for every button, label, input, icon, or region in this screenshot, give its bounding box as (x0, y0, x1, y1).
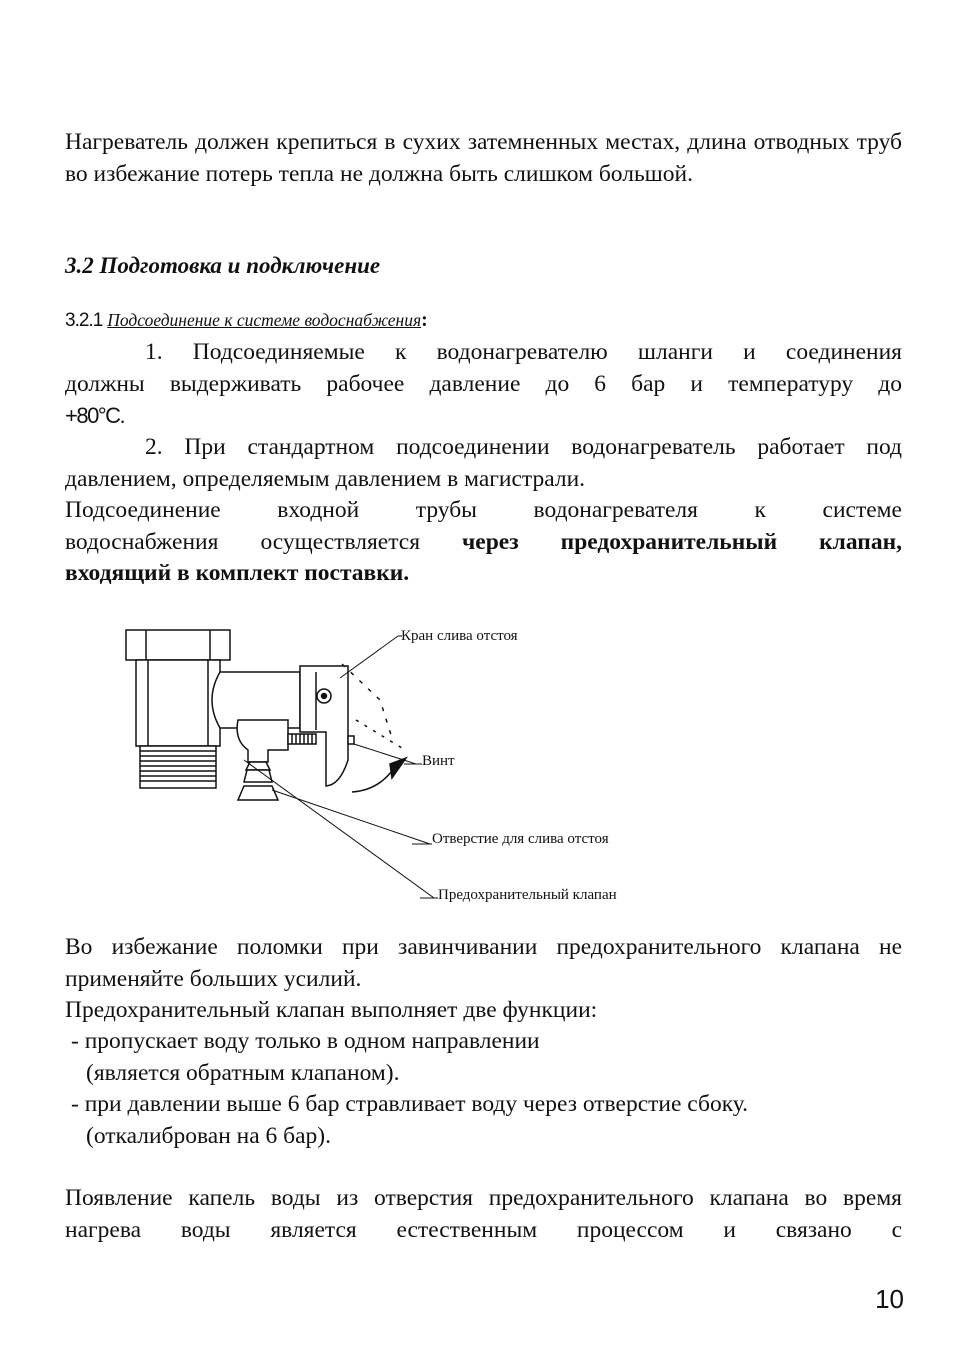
functions-list (65, 1026, 905, 1152)
paragraph-mounting: Нагреватель должен крепиться в сухих затемненных местах, длина отводных труб во избежание потерь тепла не должна быть слишком большой. (65, 129, 902, 187)
subsection-colon: : (421, 309, 428, 331)
section-heading: 3.2 Подготовка и подключение (65, 253, 381, 278)
inlet-line-2-bold: через предохранительный клапан, (462, 528, 902, 555)
subsection-number: 3.2.1 (65, 310, 103, 331)
subsection-title: Подсоединение к системе водоснабжения (107, 310, 422, 330)
page-number: 10 (875, 1284, 904, 1314)
valve-top-nut (126, 630, 230, 660)
safety-valve-figure (120, 620, 680, 915)
hoses-line-2: должны выдерживать рабочее давление до 6 бар и температуру до (65, 370, 902, 397)
paragraph-inlet (65, 495, 902, 590)
inlet-line-3-bold: входящий в комплект поставки. (65, 560, 410, 586)
paragraph-pressure (65, 432, 902, 495)
inlet-line-1: Подсоединение входной трубы водонагревателя к системе (65, 497, 902, 523)
label-drain-tap: Кран слива отстоя (401, 628, 518, 644)
inlet-line-2-plain: водоснабжения осуществляется (65, 528, 463, 555)
label-screw: Винт (422, 753, 455, 769)
subsection-heading (65, 309, 428, 332)
list-item: (откалиброван на 6 бар). (86, 1122, 332, 1149)
list-item: (является обратным клапаном). (86, 1059, 400, 1086)
label-drain-hole: Отверстие для слива отстоя (432, 831, 609, 847)
paragraph-drops: Появление капель воды из отверстия предохранительного клапана во время нагрева воды является естественным процессом и связано с (65, 1185, 902, 1243)
pressure-text: 2. При стандартном подсоединении водонагреватель работает под давлением, определяемым давлением в магистрали. (65, 434, 902, 492)
paragraph-hoses (65, 337, 902, 432)
list-item: - при давлении выше 6 бар стравливает воду через отверстие сбоку. (71, 1091, 749, 1117)
hoses-line-1: 1. Подсоединяемые к водонагревателю шланги и соединения (145, 339, 902, 365)
paragraph-functions: Предохранительный клапан выполняет две функции: (65, 997, 598, 1023)
label-safety-valve: Предохранительный клапан (438, 887, 617, 903)
drain-tap-lever (300, 666, 348, 786)
hose-nipple (244, 770, 272, 782)
paragraph-tightening: Во избежание поломки при завинчивании предохранительного клапана не применяйте больших усилий. (65, 934, 902, 992)
drain-elbow (237, 720, 288, 762)
temperature-value: +80°С. (65, 403, 125, 428)
list-item: - пропускает воду только в одном направлении (71, 1028, 540, 1054)
